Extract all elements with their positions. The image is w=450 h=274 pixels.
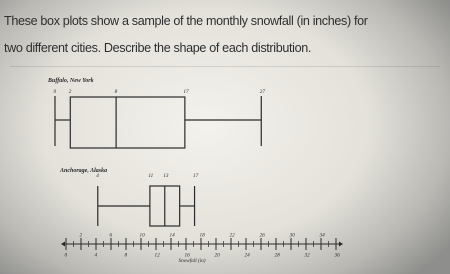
value-label: 17 (183, 89, 189, 95)
tick-label: 2 (79, 232, 83, 239)
tick-label: 24 (244, 252, 250, 259)
value-label: 17 (193, 173, 199, 179)
tick-label: 6 (109, 232, 113, 239)
value-label: 27 (259, 89, 265, 95)
value-label: 0 (53, 89, 57, 95)
tick-label: 12 (154, 252, 160, 259)
tick-label: 4 (94, 252, 98, 259)
box-plot-anchorage (59, 168, 199, 226)
series-title: Buffalo, New York (48, 78, 94, 84)
question-line-1: These box plots show a sample of the monthly snowfall (in inches) for (4, 14, 368, 28)
tick-label: 16 (184, 252, 190, 259)
value-label: 8 (114, 89, 118, 95)
value-label: 2 (68, 89, 72, 95)
tick-label: 28 (274, 252, 280, 259)
x-axis-label: Snowfall (in) (178, 258, 206, 264)
value-label: 11 (148, 173, 154, 179)
tick-label: 20 (214, 252, 220, 259)
tick-label: 36 (334, 252, 340, 259)
value-label: 4 (96, 173, 99, 179)
tick-label: 0 (64, 252, 68, 259)
value-label: 13 (163, 173, 169, 179)
tick-label: 30 (289, 232, 295, 239)
series-title: Anchorage, Alaska (60, 168, 108, 174)
tick-label: 18 (199, 232, 205, 239)
question-line-2: two different cities. Describe the shape of each distribution. (4, 41, 312, 55)
tick-label: 22 (229, 232, 235, 239)
tick-label: 34 (319, 232, 325, 239)
axis-arrow-left (61, 242, 65, 247)
box-plot-buffalo (47, 78, 265, 148)
tick-label: 8 (124, 252, 128, 259)
tick-label: 32 (304, 252, 310, 259)
interquartile-box (70, 97, 185, 148)
axis-arrow-right (339, 242, 343, 247)
tick-label: 14 (169, 232, 175, 239)
tick-label: 10 (139, 232, 145, 239)
tick-label: 26 (259, 232, 265, 239)
